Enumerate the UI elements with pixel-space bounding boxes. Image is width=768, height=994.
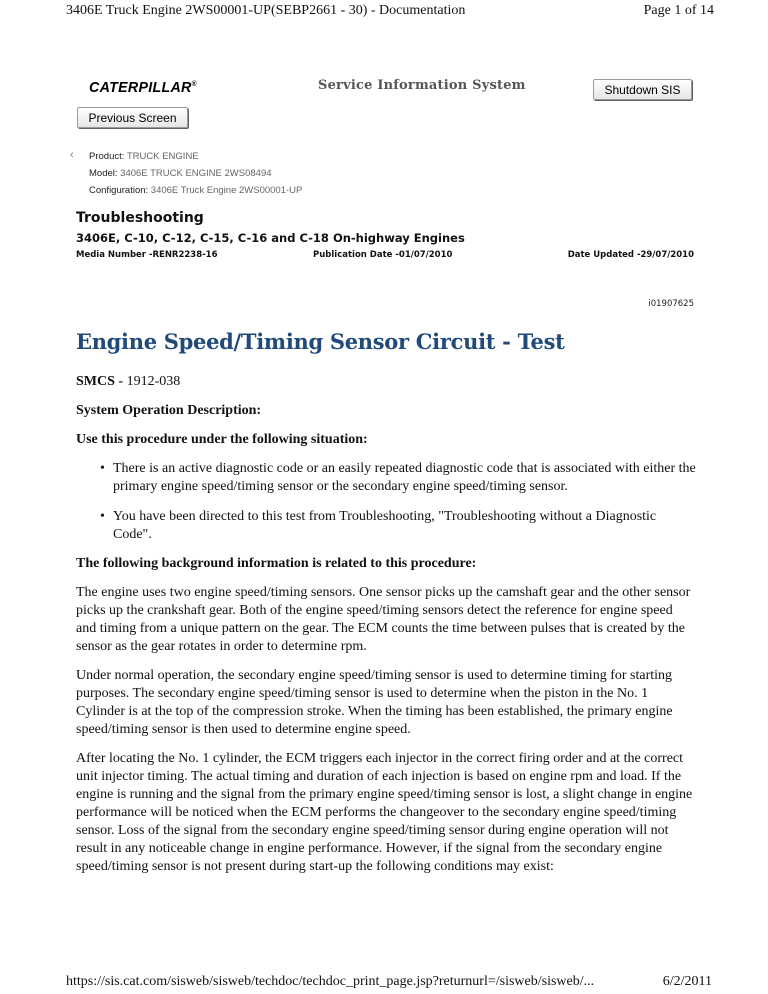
document-body — [76, 373, 696, 887]
product-value: TRUCK ENGINE — [126, 151, 199, 162]
print-header-page-number: Page 1 of 14 — [643, 3, 714, 18]
print-header-title: 3406E Truck Engine 2WS00001-UP(SEBP2661 - 30) - Documentation — [66, 3, 466, 18]
model-row: Model: 3406E TRUCK ENGINE 2WS08494 — [89, 168, 272, 179]
model-value: 3406E TRUCK ENGINE 2WS08494 — [120, 168, 272, 179]
page-title: Engine Speed/Timing Sensor Circuit - Test — [76, 329, 565, 354]
date-updated: Date Updated -29/07/2010 — [567, 250, 694, 260]
caterpillar-logo: CATERPILLAR® — [89, 79, 197, 96]
paragraph: The engine uses two engine speed/timing sensors. One sensor picks up the camshaft gear and the other sensor picks up the crankshaft gear. Both of the engine speed/timing sensors detect the reference for engine speed and timing from a unique pattern on the gear. The ECM counts the time between pulses that is created by the sensor as the gear rotates in order to determine rpm. — [76, 585, 691, 654]
paragraph: Under normal operation, the secondary engine speed/timing sensor is used to determine timing for starting purposes. The secondary engine speed/timing sensor is used to determine when the piston in the No. 1 Cylinder is at the top of the compression stroke. When the timing has been established, the primary engine speed/timing sensor is then used to determine engine speed. — [76, 668, 673, 737]
use-procedure-heading: Use this procedure under the following situation: — [76, 432, 368, 447]
section-title: Troubleshooting — [76, 210, 204, 226]
document-id: i01907625 — [648, 299, 694, 309]
previous-screen-button[interactable]: Previous Screen — [77, 107, 188, 128]
media-number: Media Number -RENR2238-16 — [76, 250, 218, 260]
list-item: • You have been directed to this test from Troubleshooting, "Troubleshooting without a Diagnostic Code". — [100, 509, 657, 542]
bullet-icon: • — [100, 461, 105, 476]
configuration-row: Configuration: 3406E Truck Engine 2WS00001-UP — [89, 185, 303, 196]
background-heading: The following background information is related to this procedure: — [76, 556, 477, 571]
sis-title: Service Information System — [318, 78, 526, 93]
product-info — [70, 148, 303, 199]
back-arrow-icon[interactable]: ‹ — [70, 149, 74, 161]
section-subtitle: 3406E, C-10, C-12, C-15, C-16 and C-18 On-highway Engines — [76, 231, 465, 245]
print-footer — [66, 972, 712, 992]
paragraph: After locating the No. 1 cylinder, the ECM triggers each injector in the correct firing order and at the correct unit injector timing. The actual timing and duration of each injection is based on engine rpm and load. If the engine is running and the signal from the primary engine speed/timing sensor is lost, a slight change in engine performance will be noticed when the ECM performs the changeover to the secondary engine speed/timing sensor. Loss of the signal from the secondary engine speed/timing sensor during engine operation will not result in any noticeable change in engine performance. However, if the signal from the secondary engine speed/timing sensor is not present during start-up the following conditions may exist: — [76, 751, 693, 874]
situation-list — [76, 460, 696, 544]
publication-date: Publication Date -01/07/2010 — [313, 250, 453, 260]
bullet-icon: • — [100, 509, 105, 524]
print-footer-url: https://sis.cat.com/sisweb/sisweb/techdoc/techdoc_print_page.jsp?returnurl=/sisweb/sisweb/... — [66, 974, 595, 989]
print-footer-date: 6/2/2011 — [662, 974, 712, 989]
print-header — [66, 0, 714, 22]
product-row: Product: TRUCK ENGINE — [89, 151, 199, 162]
list-item: • There is an active diagnostic code or an easily repeated diagnostic code that is associated with either the primary engine speed/timing sensor or the secondary engine speed/timing sensor. — [100, 461, 696, 494]
shutdown-sis-button[interactable]: Shutdown SIS — [593, 79, 692, 100]
document-meta — [76, 250, 694, 264]
system-operation-heading: System Operation Description: — [76, 403, 262, 418]
smcs-line: SMCS - 1912-038 — [76, 374, 181, 389]
configuration-value: 3406E Truck Engine 2WS00001-UP — [150, 185, 303, 196]
